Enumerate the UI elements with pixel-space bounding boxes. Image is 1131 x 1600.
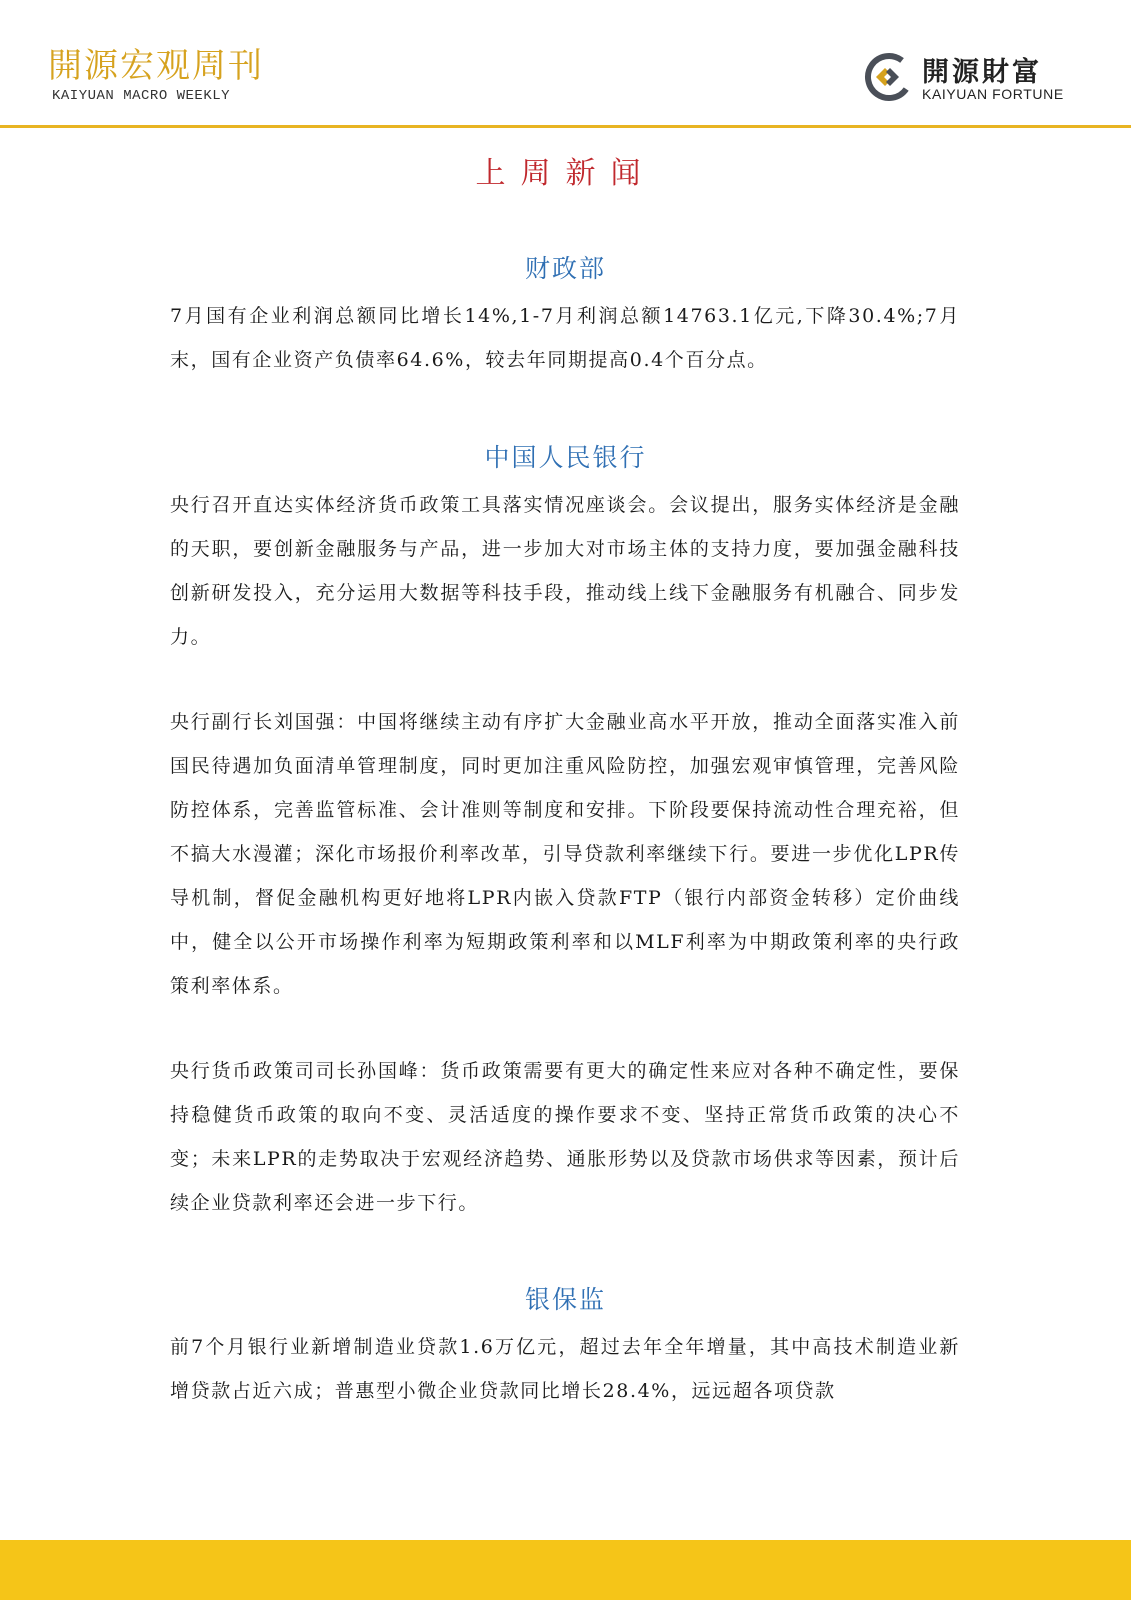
paragraph-mof-1: 7月国有企业利润总额同比增长14%,1-7月利润总额14763.1亿元,下降30.4%;7月末，国有企业资产负债率64.6%，较去年同期提高0.4个百分点。 (170, 305, 960, 371)
page-title: 上周新闻 (475, 156, 656, 191)
section-heading-cbirc: 银保监 (524, 1285, 606, 1314)
logo-text-english: KAIYUAN FORTUNE (922, 86, 1064, 102)
paragraph-pboc-3: 央行货币政策司司长孙国峰：货币政策需要有更大的确定性来应对各种不确定性，要保持稳健货币政策的取向不变、灵活适度的操作要求不变、坚持正常货币政策的决心不变；未来LPR的走势取决于宏观经济趋势、通胀形势以及贷款市场供求等因素，预计后续企业贷款利率还会进一步下行。 (170, 1060, 960, 1214)
paragraph-pboc-1: 央行召开直达实体经济货币政策工具落实情况座谈会。会议提出，服务实体经济是金融的天职，要创新金融服务与产品，进一步加大对市场主体的支持力度，要加强金融科技创新研发投入，充分运用大数据等科技手段，推动线上线下金融服务有机融合、同步发力。 (170, 494, 960, 648)
footer-bar (0, 1540, 1131, 1600)
page-header (0, 0, 1131, 128)
logo-text-chinese: 開源財富 (922, 57, 1042, 88)
kaiyuan-fortune-logo (864, 50, 1084, 106)
publication-title: 開源宏观周刊 (48, 46, 264, 86)
paragraph-cbirc-1: 前7个月银行业新增制造业贷款1.6万亿元，超过去年全年增量，其中高技术制造业新增贷款占近六成；普惠型小微企业贷款同比增长28.4%，远远超各项贷款 (170, 1336, 960, 1402)
publication-subtitle: KAIYUAN MACRO WEEKLY (52, 88, 231, 104)
section-heading-ministry-of-finance: 财政部 (524, 254, 606, 283)
header-divider (0, 125, 1131, 128)
kaiyuan-logo-icon (864, 52, 914, 102)
section-heading-pboc: 中国人民银行 (484, 443, 647, 472)
paragraph-pboc-2: 央行副行长刘国强：中国将继续主动有序扩大金融业高水平开放，推动全面落实准入前国民待遇加负面清单管理制度，同时更加注重风险防控，加强宏观审慎管理，完善风险防控体系，完善监管标准、会计准则等制度和安排。下阶段要保持流动性合理充裕，但不搞大水漫灌；深化市场报价利率改革，引导贷款利率继续下行。要进一步优化LPR传导机制，督促金融机构更好地将LPR内嵌入贷款FTP（银行内部资金转移）定价曲线中，健全以公开市场操作利率为短期政策利率和以MLF利率为中期政策利率的央行政策利率体系。 (170, 711, 960, 997)
